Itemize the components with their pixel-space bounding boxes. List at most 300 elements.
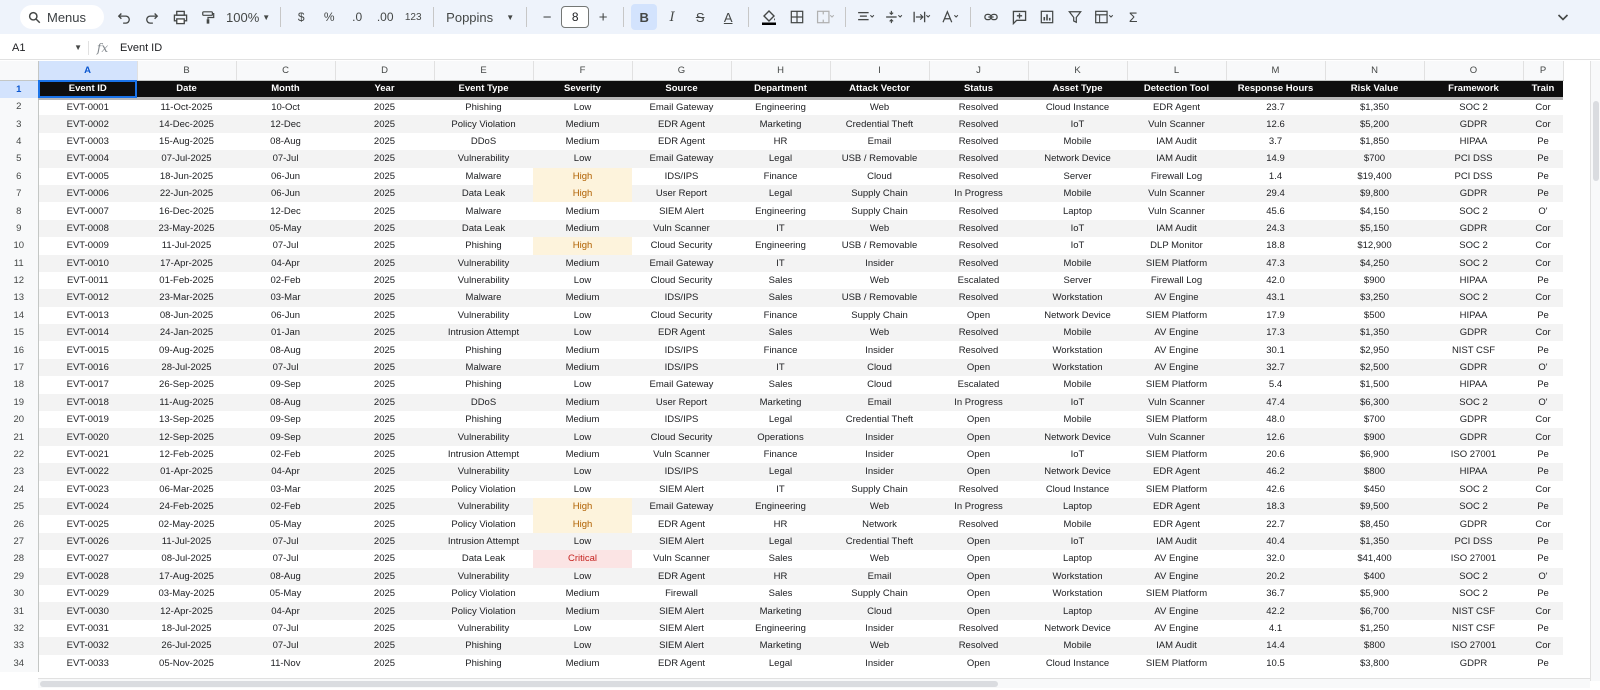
grid-cell[interactable]: 08-Aug	[236, 394, 335, 411]
grid-cell[interactable]: IoT	[1028, 394, 1127, 411]
grid-cell[interactable]: Low	[533, 568, 632, 585]
grid-cell[interactable]: Low	[573, 275, 592, 287]
grid-cell[interactable]: Phishing	[465, 657, 502, 669]
grid-cell[interactable]: Marketing	[731, 115, 830, 132]
grid-cell[interactable]: EVT-0022	[38, 463, 137, 480]
grid-cell[interactable]: SOC 2	[1459, 588, 1488, 600]
grid-cell[interactable]: Legal	[731, 185, 830, 202]
grid-cell[interactable]: IDS/IPS	[664, 170, 699, 182]
grid-cell[interactable]: 26-Jul-2025	[137, 637, 236, 654]
grid-cell[interactable]: High	[533, 515, 632, 532]
grid-cell[interactable]: Cloud Instance	[1045, 101, 1110, 113]
grid-cell[interactable]: Cloud	[830, 602, 929, 619]
grid-cell[interactable]: SOC 2	[1424, 394, 1523, 411]
grid-cell[interactable]: EVT-0015	[66, 344, 109, 356]
grid-cell[interactable]: Phishing	[465, 240, 502, 252]
grid-cell[interactable]: IDS/IPS	[664, 414, 699, 426]
grid-cell[interactable]: Resolved	[958, 101, 999, 113]
grid-cell[interactable]: 46.2	[1226, 463, 1325, 480]
grid-cell[interactable]: 12-Sep-2025	[137, 428, 236, 445]
grid-cell[interactable]: Critical	[533, 550, 632, 567]
column-header[interactable]: A	[38, 61, 137, 80]
grid-cell[interactable]: Engineering	[755, 622, 806, 634]
grid-cell[interactable]: HR	[731, 568, 830, 585]
grid-cell[interactable]: 30.1	[1266, 344, 1285, 356]
increase-decimal-button[interactable]: .00	[376, 10, 394, 24]
grid-cell[interactable]: EVT-0029	[66, 588, 109, 600]
grid-cell[interactable]: Network Device	[1044, 309, 1111, 321]
grid-cell[interactable]: 20.2	[1226, 568, 1325, 585]
grid-cell[interactable]: EVT-0013	[66, 309, 109, 321]
grid-cell[interactable]: Low	[573, 379, 592, 391]
row-header[interactable]: 7	[0, 185, 38, 202]
grid-cell[interactable]: HR	[773, 518, 788, 530]
grid-cell[interactable]: User Report	[632, 394, 731, 411]
grid-cell[interactable]: 12.6	[1226, 428, 1325, 445]
grid-cell[interactable]: DLP Monitor	[1150, 240, 1203, 252]
grid-cell[interactable]: Pe	[1537, 449, 1549, 460]
grid-cell[interactable]: 22.7	[1266, 518, 1285, 530]
grid-cell[interactable]: Phishing	[465, 379, 502, 391]
grid-cell[interactable]: 13-Sep-2025	[159, 414, 214, 426]
grid-cell[interactable]: 14-Dec-2025	[137, 115, 236, 132]
grid-cell[interactable]: EDR Agent	[658, 135, 705, 147]
grid-cell[interactable]: Resolved	[958, 344, 999, 356]
grid-cell[interactable]: Laptop	[1062, 205, 1093, 217]
grid-cell[interactable]: EVT-0001	[66, 101, 109, 113]
grid-cell[interactable]: 24.3	[1226, 220, 1325, 237]
grid-cell[interactable]: EDR Agent	[1153, 518, 1200, 530]
grid-cell[interactable]: Credential Theft	[830, 533, 929, 550]
grid-cell[interactable]: $400	[1325, 568, 1424, 585]
grid-cell[interactable]: HR	[773, 135, 788, 147]
grid-cell[interactable]: Pe	[1537, 170, 1549, 182]
grid-cell[interactable]: 07-Jul	[272, 240, 299, 252]
grid-cell[interactable]: IT	[776, 483, 785, 495]
row-header[interactable]: 9	[0, 220, 38, 237]
grid-cell[interactable]: SIEM Platform	[1145, 483, 1208, 495]
italic-button[interactable]: I	[669, 9, 675, 25]
row-header[interactable]: 2	[0, 98, 38, 115]
grid-cell[interactable]: Vulnerability	[457, 622, 510, 634]
grid-cell[interactable]: $41,400	[1357, 553, 1392, 565]
grid-cell[interactable]: IT	[731, 255, 830, 272]
grid-cell[interactable]: EVT-0007	[66, 205, 109, 217]
grid-cell[interactable]: SIEM Alert	[659, 205, 704, 217]
grid-cell[interactable]: $900	[1325, 428, 1424, 445]
grid-cell[interactable]: $700	[1325, 150, 1424, 167]
grid-cell[interactable]: 2025	[335, 324, 434, 341]
grid-cell[interactable]: 08-Aug	[270, 344, 301, 356]
vertical-scroll-thumb[interactable]	[1593, 101, 1599, 181]
grid-cell[interactable]: 08-Jul-2025	[161, 553, 212, 565]
grid-cell[interactable]: Cor	[1535, 414, 1551, 426]
grid-cell[interactable]: 12.6	[1226, 115, 1325, 132]
grid-cell[interactable]: EVT-0018	[38, 394, 137, 411]
grid-cell[interactable]: 05-May	[269, 518, 302, 530]
grid-cell[interactable]: EDR Agent	[658, 518, 705, 530]
grid-cell[interactable]: 5.4	[1268, 379, 1283, 391]
row-header[interactable]: 15	[0, 324, 38, 341]
grid-cell[interactable]: 22-Jun-2025	[137, 185, 236, 202]
grid-cell[interactable]: 28-Jul-2025	[137, 359, 236, 376]
grid-cell[interactable]: Phishing	[434, 637, 533, 654]
grid-cell[interactable]: PCI DSS	[1454, 170, 1493, 182]
grid-cell[interactable]: EVT-0023	[66, 483, 109, 495]
grid-cell[interactable]: $2,950	[1359, 344, 1390, 356]
row-header[interactable]: 17	[0, 359, 38, 376]
grid-cell[interactable]: Pe	[1537, 135, 1549, 147]
row-header[interactable]: 27	[0, 533, 38, 550]
grid-cell[interactable]: 12-Dec	[236, 115, 335, 132]
grid-cell[interactable]: Cloud	[830, 359, 929, 376]
grid-cell[interactable]: GDPR	[1424, 115, 1523, 132]
grid-cell[interactable]: 03-Mar	[236, 289, 335, 306]
name-box[interactable]	[0, 42, 82, 54]
grid-cell[interactable]: DDoS	[434, 394, 533, 411]
grid-cell[interactable]: HIPAA	[1459, 135, 1488, 147]
horizontal-align-button[interactable]	[853, 4, 879, 30]
grid-cell[interactable]: 45.6	[1266, 205, 1285, 217]
grid-cell[interactable]: 07-Jul	[272, 553, 299, 565]
percent-format-button[interactable]: %	[323, 10, 335, 24]
grid-cell[interactable]: $2,500	[1325, 359, 1424, 376]
grid-cell[interactable]: Medium	[565, 657, 600, 669]
grid-cell[interactable]: Malware	[465, 205, 502, 217]
grid-cell[interactable]: 03-May-2025	[158, 588, 215, 600]
grid-cell[interactable]: Insider	[865, 622, 894, 634]
grid-cell[interactable]: $4,250	[1325, 255, 1424, 272]
grid-cell[interactable]: Mobile	[1028, 185, 1127, 202]
filter-views-button[interactable]	[1090, 4, 1118, 30]
grid-cell[interactable]: $1,350	[1325, 533, 1424, 550]
grid-cell[interactable]: AV Engine	[1127, 568, 1226, 585]
grid-cell[interactable]: 17.3	[1226, 324, 1325, 341]
grid-cell[interactable]: Pe	[1523, 463, 1563, 480]
column-header[interactable]: G	[632, 61, 731, 80]
grid-cell[interactable]: Low	[533, 150, 632, 167]
grid-cell[interactable]: 4.1	[1268, 622, 1283, 634]
header-cell[interactable]: Source	[632, 80, 731, 98]
grid-cell[interactable]: 01-Jan	[236, 324, 335, 341]
grid-cell[interactable]: 42.2	[1226, 602, 1325, 619]
column-header[interactable]: M	[1226, 61, 1325, 80]
grid-cell[interactable]: 11-Nov	[270, 657, 301, 669]
column-header[interactable]: P	[1523, 61, 1563, 80]
row-header[interactable]: 26	[0, 515, 38, 532]
grid-cell[interactable]: Open	[966, 309, 991, 321]
grid-cell[interactable]: SOC 2	[1424, 255, 1523, 272]
font-size-decrease-button[interactable]: −	[542, 8, 552, 26]
collapse-toolbar-button[interactable]	[1550, 4, 1576, 30]
grid-cell[interactable]: EDR Agent	[1127, 463, 1226, 480]
grid-cell[interactable]: 09-Sep	[270, 414, 301, 426]
grid-cell[interactable]: Vuln Scanner	[1127, 394, 1226, 411]
grid-cell[interactable]: 18.3	[1226, 498, 1325, 515]
grid-cell[interactable]: Network	[862, 518, 897, 530]
grid-cell[interactable]: Supply Chain	[851, 205, 908, 217]
grid-cell[interactable]: Cloud Security	[650, 275, 713, 287]
grid-cell[interactable]: 12-Feb-2025	[159, 449, 214, 460]
grid-cell[interactable]: $800	[1325, 463, 1424, 480]
row-header[interactable]: 1	[0, 80, 38, 98]
grid-cell[interactable]: Workstation	[1028, 568, 1127, 585]
grid-cell[interactable]: 07-Jul	[236, 637, 335, 654]
grid-cell[interactable]: 11-Oct-2025	[160, 101, 213, 113]
grid-cell[interactable]: 2025	[335, 185, 434, 202]
grid-cell[interactable]: EDR Agent	[1127, 498, 1226, 515]
text-wrapping-button[interactable]	[909, 4, 935, 30]
grid-cell[interactable]: 43.1	[1226, 289, 1325, 306]
grid-cell[interactable]: 09-Sep	[236, 428, 335, 445]
grid-cell[interactable]: Network Device	[1028, 150, 1127, 167]
grid-cell[interactable]: IDS/IPS	[632, 289, 731, 306]
grid-cell[interactable]: 05-Nov-2025	[159, 657, 214, 669]
grid-cell[interactable]: Low	[573, 622, 592, 634]
header-cell[interactable]: Response Hours	[1226, 80, 1325, 98]
grid-cell[interactable]: EVT-0019	[66, 414, 109, 426]
grid-cell[interactable]: 14.9	[1226, 150, 1325, 167]
grid-cell[interactable]: Low	[533, 533, 632, 550]
grid-cell[interactable]: AV Engine	[1127, 359, 1226, 376]
grid-cell[interactable]: Supply Chain	[851, 309, 908, 321]
grid-cell[interactable]: IoT	[1070, 449, 1085, 460]
grid-cell[interactable]: Cor	[1523, 637, 1563, 654]
grid-cell[interactable]: Supply Chain	[851, 483, 908, 495]
grid-cell[interactable]: EVT-0027	[66, 553, 109, 565]
grid-cell[interactable]: AV Engine	[1154, 622, 1199, 634]
grid-cell[interactable]: Medium	[565, 449, 600, 460]
grid-cell[interactable]: 29.4	[1226, 185, 1325, 202]
grid-cell[interactable]: $1,500	[1359, 379, 1390, 391]
grid-cell[interactable]: IDS/IPS	[664, 344, 699, 356]
grid-cell[interactable]: Marketing	[731, 637, 830, 654]
grid-cell[interactable]: Mobile	[1063, 414, 1092, 426]
grid-cell[interactable]: Pe	[1523, 185, 1563, 202]
grid-cell[interactable]: Network Device	[1044, 622, 1111, 634]
grid-cell[interactable]: 24-Jan-2025	[137, 324, 236, 341]
grid-cell[interactable]: Phishing	[465, 414, 502, 426]
grid-cell[interactable]: Mobile	[1028, 255, 1127, 272]
grid-cell[interactable]: EVT-0028	[38, 568, 137, 585]
grid-cell[interactable]: SOC 2	[1459, 205, 1488, 217]
grid-cell[interactable]: SIEM Platform	[1145, 657, 1208, 669]
grid-cell[interactable]: Open	[966, 657, 991, 669]
grid-cell[interactable]: EDR Agent	[632, 324, 731, 341]
grid-cell[interactable]: 23-Mar-2025	[137, 289, 236, 306]
grid-cell[interactable]: User Report	[632, 185, 731, 202]
grid-cell[interactable]: Cloud Security	[650, 309, 713, 321]
grid-cell[interactable]: PCI DSS	[1424, 150, 1523, 167]
grid-cell[interactable]: 1.4	[1268, 170, 1283, 182]
grid-cell[interactable]: Web	[830, 498, 929, 515]
grid-cell[interactable]: 04-Apr	[236, 255, 335, 272]
grid-cell[interactable]: 02-Feb	[236, 498, 335, 515]
redo-button[interactable]	[139, 4, 165, 30]
grid-cell[interactable]: Cloud	[867, 379, 892, 391]
header-cell[interactable]: Year	[335, 80, 434, 98]
grid-cell[interactable]: O'	[1523, 359, 1563, 376]
grid-cell[interactable]: Cor	[1523, 220, 1563, 237]
grid-cell[interactable]: Medium	[565, 205, 600, 217]
grid-cell[interactable]: 07-Jul	[272, 622, 299, 634]
grid-cell[interactable]: 11-Jul-2025	[161, 240, 212, 252]
grid-cell[interactable]: SOC 2	[1459, 240, 1488, 252]
grid-cell[interactable]: EVT-0004	[38, 150, 137, 167]
grid-cell[interactable]: Low	[533, 428, 632, 445]
grid-cell[interactable]: Legal	[731, 533, 830, 550]
grid-cell[interactable]: Pe	[1523, 150, 1563, 167]
grid-cell[interactable]: Data Leak	[461, 553, 506, 565]
grid-cell[interactable]: IAM Audit	[1127, 220, 1226, 237]
grid-cell[interactable]: IoT	[1028, 533, 1127, 550]
grid-cell[interactable]: Engineering	[755, 240, 806, 252]
grid-cell[interactable]: EVT-0011	[66, 275, 109, 287]
grid-cell[interactable]: EVT-0024	[38, 498, 137, 515]
grid-cell[interactable]: Web	[869, 553, 890, 565]
functions-button[interactable]: Σ	[1128, 9, 1138, 25]
grid-cell[interactable]: Web	[869, 101, 890, 113]
grid-cell[interactable]: $450	[1363, 483, 1386, 495]
grid-cell[interactable]: Workstation	[1052, 344, 1103, 356]
grid-cell[interactable]: Cor	[1523, 428, 1563, 445]
grid-cell[interactable]: Sales	[768, 379, 793, 391]
grid-cell[interactable]: IoT	[1028, 220, 1127, 237]
header-cell[interactable]: Asset Type	[1028, 80, 1127, 98]
grid-cell[interactable]: Low	[533, 324, 632, 341]
grid-cell[interactable]: 17-Apr-2025	[137, 255, 236, 272]
row-header[interactable]: 30	[0, 585, 38, 602]
grid-cell[interactable]: Cloud Instance	[1045, 657, 1110, 669]
grid-cell[interactable]: Cloud	[867, 170, 892, 182]
font-family-select[interactable]	[440, 10, 520, 25]
grid-cell[interactable]: $700	[1363, 414, 1386, 426]
grid-cell[interactable]: Open	[929, 428, 1028, 445]
grid-cell[interactable]: Resolved	[929, 289, 1028, 306]
grid-cell[interactable]: 32.7	[1226, 359, 1325, 376]
grid-cell[interactable]: Mobile	[1028, 637, 1127, 654]
grid-cell[interactable]: EVT-0014	[38, 324, 137, 341]
grid-cell[interactable]: $6,700	[1325, 602, 1424, 619]
grid-cell[interactable]: 07-Jul	[236, 359, 335, 376]
column-header[interactable]: E	[434, 61, 533, 80]
grid-cell[interactable]: SOC 2	[1459, 483, 1488, 495]
header-cell[interactable]: Risk Value	[1325, 80, 1424, 98]
grid-cell[interactable]: 2025	[373, 135, 396, 147]
grid-cell[interactable]: In Progress	[929, 498, 1028, 515]
grid-cell[interactable]: NIST CSF	[1451, 622, 1496, 634]
grid-cell[interactable]: NIST CSF	[1424, 602, 1523, 619]
grid-cell[interactable]: 3.7	[1268, 135, 1283, 147]
grid-cell[interactable]: Policy Violation	[451, 518, 516, 530]
grid-cell[interactable]: Resolved	[929, 150, 1028, 167]
grid-cell[interactable]: Vuln Scanner	[653, 449, 710, 460]
grid-cell[interactable]: Phishing	[465, 344, 502, 356]
grid-cell[interactable]: Web	[830, 637, 929, 654]
grid-cell[interactable]: 12-Dec	[270, 205, 301, 217]
header-cell[interactable]: Event Type	[434, 80, 533, 98]
grid-cell[interactable]: USB / Removable	[830, 150, 929, 167]
grid-cell[interactable]: Escalated	[957, 379, 1000, 391]
grid-cell[interactable]: Open	[929, 463, 1028, 480]
grid-cell[interactable]: 2025	[335, 463, 434, 480]
grid-cell[interactable]: 2025	[373, 657, 396, 669]
filter-button[interactable]	[1062, 4, 1088, 30]
insert-comment-button[interactable]	[1006, 4, 1032, 30]
grid-cell[interactable]: GDPR	[1424, 324, 1523, 341]
grid-cell[interactable]: Vuln Scanner	[632, 220, 731, 237]
grid-cell[interactable]: 05-May	[236, 220, 335, 237]
grid-cell[interactable]: Supply Chain	[851, 588, 908, 600]
grid-cell[interactable]: Phishing	[465, 101, 502, 113]
grid-cell[interactable]: Email Gateway	[649, 101, 714, 113]
grid-cell[interactable]: $6,900	[1359, 449, 1390, 460]
grid-cell[interactable]: Medium	[533, 115, 632, 132]
grid-cell[interactable]: EVT-0002	[38, 115, 137, 132]
grid-cell[interactable]: Network Device	[1028, 428, 1127, 445]
grid-cell[interactable]: 18.8	[1266, 240, 1285, 252]
grid-cell[interactable]: 08-Jun-2025	[159, 309, 214, 321]
grid-cell[interactable]: Resolved	[958, 135, 999, 147]
header-cell[interactable]: Attack Vector	[830, 80, 929, 98]
grid-cell[interactable]: Open	[929, 602, 1028, 619]
grid-cell[interactable]: Pe	[1523, 498, 1563, 515]
grid-cell[interactable]: 04-Apr	[236, 602, 335, 619]
grid-cell[interactable]: IAM Audit	[1127, 637, 1226, 654]
text-rotation-button[interactable]	[937, 4, 963, 30]
grid-cell[interactable]: NIST CSF	[1451, 344, 1496, 356]
font-size-increase-button[interactable]: +	[598, 8, 608, 26]
grid-cell[interactable]: Cor	[1535, 240, 1551, 252]
row-header[interactable]: 33	[0, 637, 38, 654]
grid-cell[interactable]: 42.6	[1266, 483, 1285, 495]
grid-cell[interactable]: GDPR	[1424, 359, 1523, 376]
grid-cell[interactable]: 2025	[373, 588, 396, 600]
grid-cell[interactable]: AV Engine	[1154, 553, 1199, 565]
grid-cell[interactable]: USB / Removable	[841, 240, 918, 252]
row-header[interactable]: 10	[0, 237, 38, 254]
grid-cell[interactable]: Malware	[465, 170, 502, 182]
selected-cell[interactable]: Event ID	[38, 80, 137, 98]
grid-cell[interactable]: 08-Aug	[236, 568, 335, 585]
grid-cell[interactable]: 32.0	[1266, 553, 1285, 565]
bold-button[interactable]: B	[631, 4, 657, 30]
vertical-align-button[interactable]	[881, 4, 907, 30]
grid-cell[interactable]: 2025	[335, 533, 434, 550]
grid-cell[interactable]: 18-Jul-2025	[161, 622, 212, 634]
grid-cell[interactable]: AV Engine	[1127, 289, 1226, 306]
grid-cell[interactable]: Open	[929, 359, 1028, 376]
grid-cell[interactable]: Medium	[533, 602, 632, 619]
row-header[interactable]: 31	[0, 602, 38, 619]
grid-cell[interactable]: Email	[830, 394, 929, 411]
grid-cell[interactable]: ISO 27001	[1450, 449, 1497, 460]
row-header[interactable]: 21	[0, 428, 38, 445]
grid-cell[interactable]: Vuln Scanner	[1127, 185, 1226, 202]
grid-cell[interactable]: 2025	[335, 220, 434, 237]
grid-cell[interactable]: Legal	[768, 657, 793, 669]
grid-cell[interactable]: Marketing	[731, 602, 830, 619]
grid-cell[interactable]: $4,150	[1359, 205, 1390, 217]
grid-cell[interactable]: 06-Jun	[270, 309, 301, 321]
grid-cell[interactable]: 02-May-2025	[158, 518, 215, 530]
grid-cell[interactable]: 10-Oct	[271, 101, 300, 113]
grid-cell[interactable]: Cor	[1523, 289, 1563, 306]
grid-cell[interactable]: EVT-0026	[38, 533, 137, 550]
grid-cell[interactable]: 2025	[373, 205, 396, 217]
grid-cell[interactable]: 06-Mar-2025	[159, 483, 214, 495]
grid-cell[interactable]: 05-May	[269, 588, 302, 600]
